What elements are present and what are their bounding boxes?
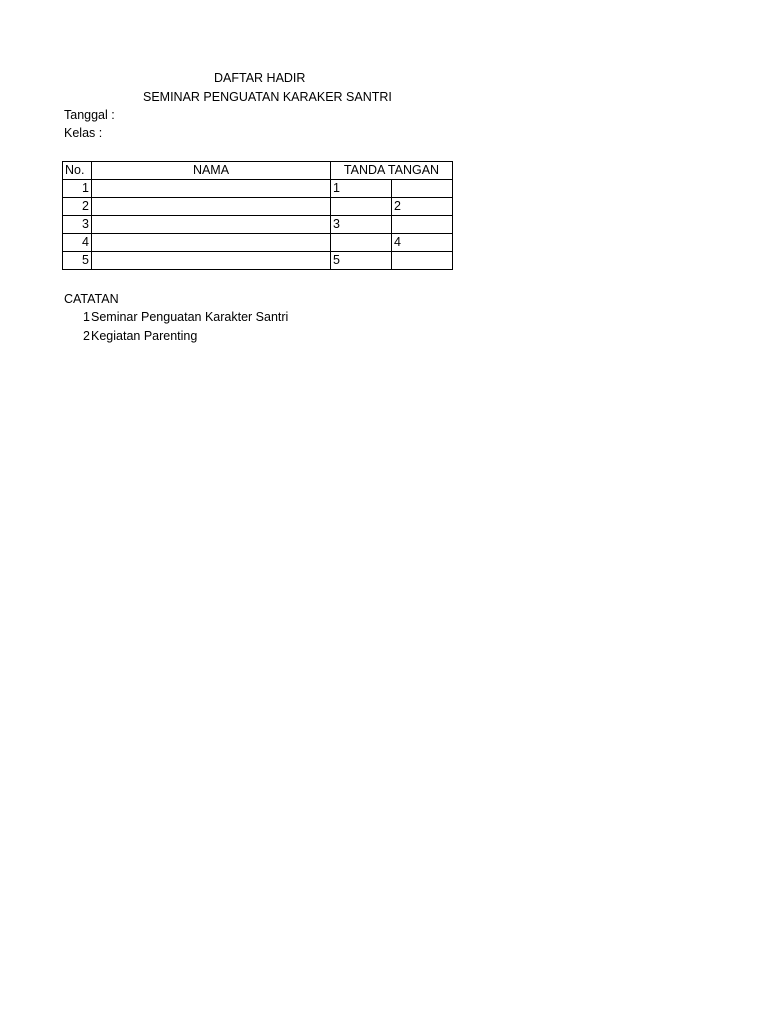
row-no: 4 xyxy=(63,234,92,252)
row-no: 3 xyxy=(63,216,92,234)
table-row xyxy=(63,180,453,198)
catatan-label: CATATAN xyxy=(64,292,119,306)
header-tanda-tangan: TANDA TANGAN xyxy=(331,162,453,180)
row-signature-left[interactable]: 1 xyxy=(331,180,392,198)
row-signature-left[interactable] xyxy=(331,234,392,252)
row-nama-cell[interactable] xyxy=(92,180,331,198)
row-no: 5 xyxy=(63,252,92,270)
row-signature-left[interactable]: 5 xyxy=(331,252,392,270)
tanggal-label: Tanggal : xyxy=(64,108,115,122)
table-row xyxy=(63,252,453,270)
row-signature-left[interactable]: 3 xyxy=(331,216,392,234)
table-row xyxy=(63,234,453,252)
note-text: Kegiatan Parenting xyxy=(91,329,198,343)
kelas-label: Kelas : xyxy=(64,126,103,140)
header-nama: NAMA xyxy=(92,162,331,180)
note-text: Seminar Penguatan Karakter Santri xyxy=(91,310,289,324)
row-signature-right[interactable]: 2 xyxy=(392,198,453,216)
row-signature-right[interactable] xyxy=(392,252,453,270)
document-subtitle: SEMINAR PENGUATAN KARAKER SANTRI xyxy=(143,90,392,104)
note-number: 2 xyxy=(83,329,90,343)
header-no: No. xyxy=(63,162,92,180)
note-item xyxy=(80,329,197,343)
row-nama-cell[interactable] xyxy=(92,216,331,234)
row-nama-cell[interactable] xyxy=(92,198,331,216)
note-number: 1 xyxy=(83,310,90,324)
row-no: 2 xyxy=(63,198,92,216)
attendance-table xyxy=(62,161,453,270)
table-row xyxy=(63,216,453,234)
note-item xyxy=(80,310,288,324)
row-signature-right[interactable] xyxy=(392,180,453,198)
document-title: DAFTAR HADIR xyxy=(214,71,306,85)
row-signature-left[interactable] xyxy=(331,198,392,216)
row-no: 1 xyxy=(63,180,92,198)
row-nama-cell[interactable] xyxy=(92,234,331,252)
row-nama-cell[interactable] xyxy=(92,252,331,270)
table-header-row xyxy=(63,162,453,180)
row-signature-right[interactable] xyxy=(392,216,453,234)
table-row xyxy=(63,198,453,216)
row-signature-right[interactable]: 4 xyxy=(392,234,453,252)
